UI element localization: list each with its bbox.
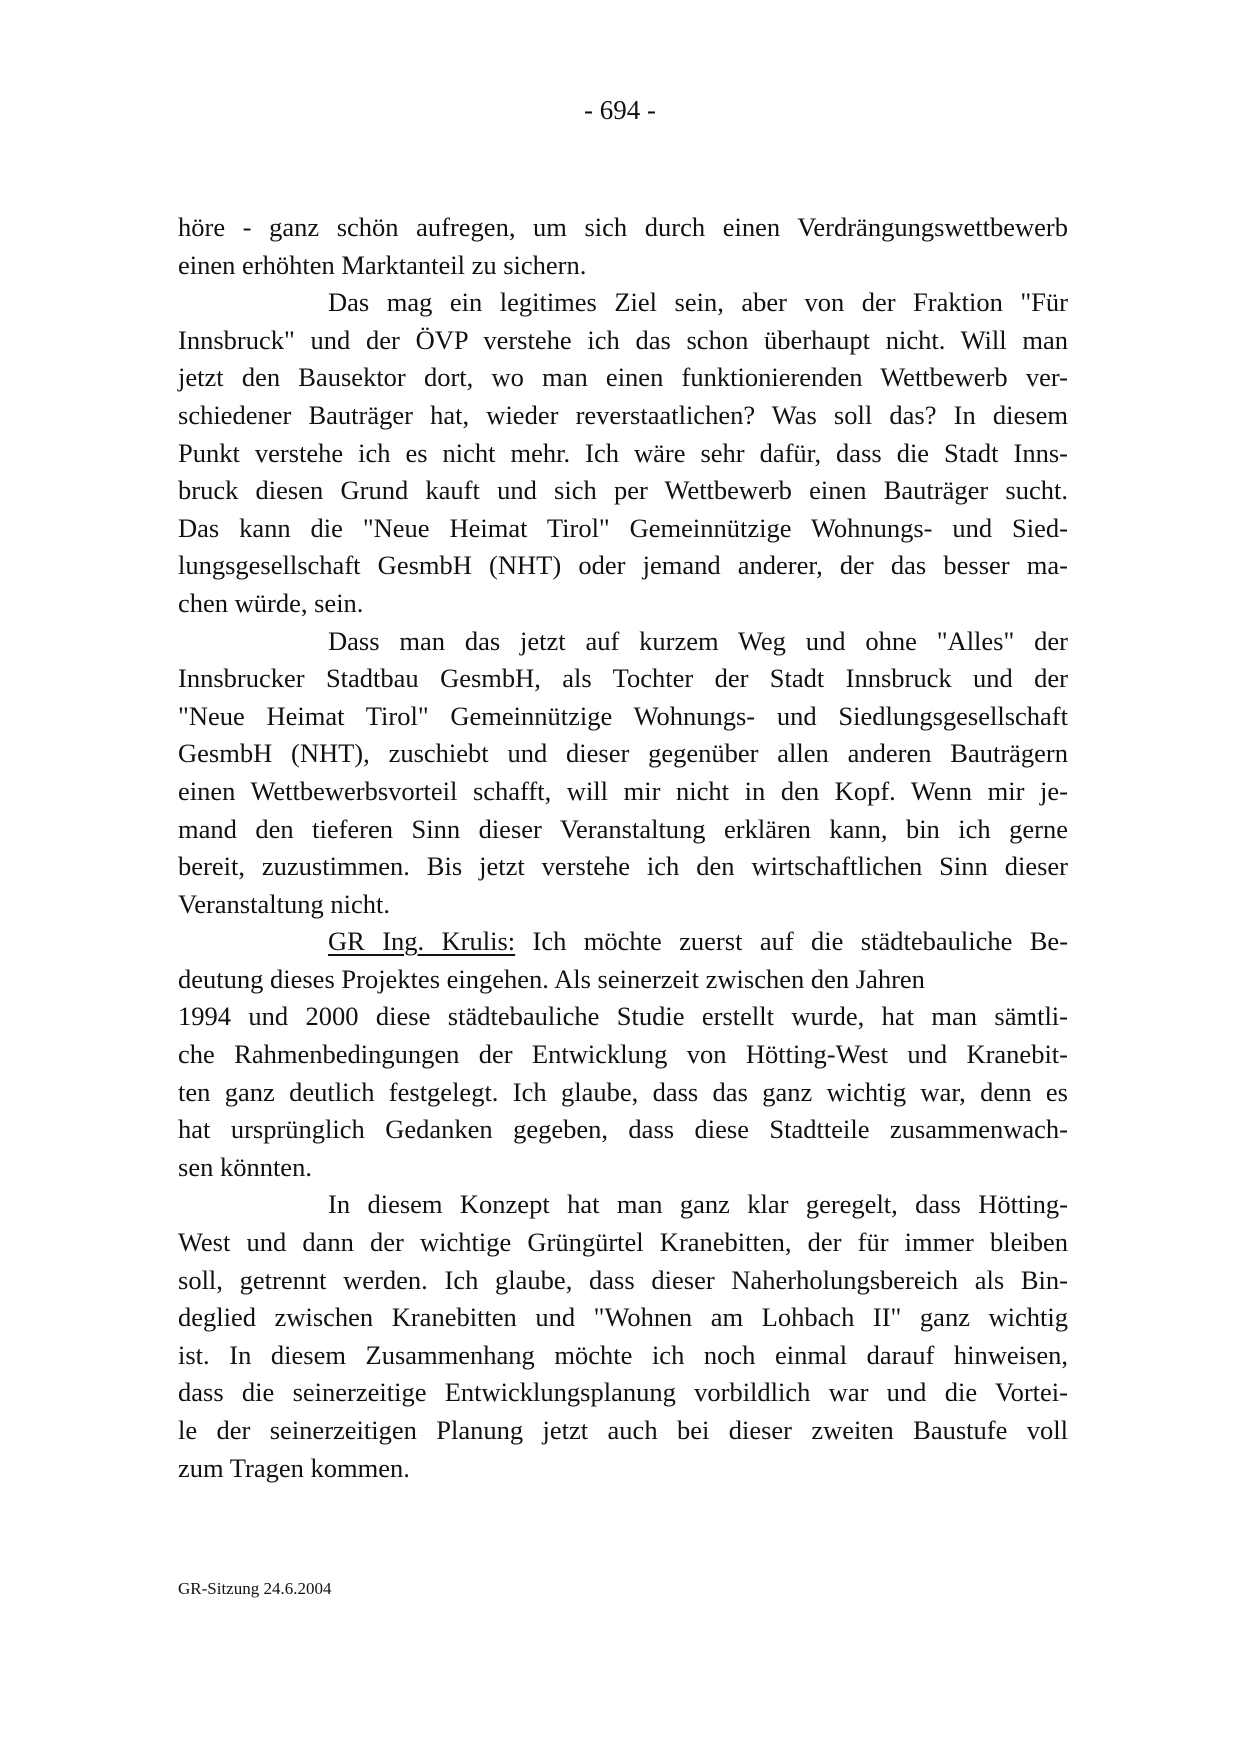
text-line: mand den tieferen Sinn dieser Veranstaltung erklären kann, bin ich gerne xyxy=(178,813,1068,844)
paragraph xyxy=(178,1186,1068,1487)
text-line: einen Wettbewerbsvorteil schafft, will mir nicht in den Kopf. Wenn mir je- xyxy=(178,775,1068,806)
text-line: jetzt den Bausektor dort, wo man einen funktionierenden Wettbewerb ver- xyxy=(178,362,1068,393)
text-line: deglied zwischen Kranebitten und "Wohnen am Lohbach II" ganz wichtig xyxy=(178,1302,1068,1333)
text-line: bruck diesen Grund kauft und sich per Wettbewerb einen Bauträger sucht. xyxy=(178,475,1068,506)
text-line: le der seinerzeitigen Planung jetzt auch bei dieser zweiten Baustufe voll xyxy=(178,1415,1068,1445)
text-line: West und dann der wichtige Grüngürtel Kranebitten, der für immer bleiben xyxy=(178,1227,1068,1258)
text-line: Innsbruck" und der ÖVP verstehe ich das schon überhaupt nicht. Will man xyxy=(178,324,1068,355)
text-line: höre - ganz schön aufregen, um sich durch einen Verdrängungswettbewerb xyxy=(178,212,1068,242)
text-line: ist. In diesem Zusammenhang möchte ich noch einmal darauf hinweisen, xyxy=(178,1339,1068,1370)
text-line: Das kann die "Neue Heimat Tirol" Gemeinnützige Wohnungs- und Sied- xyxy=(178,512,1068,543)
page-number: - 694 - xyxy=(584,95,656,125)
text-line: 1994 und 2000 diese städtebauliche Studie erstellt wurde, hat man sämtli- xyxy=(178,1001,1068,1032)
text-line: In diesem Konzept hat man ganz klar geregelt, dass Hötting- xyxy=(328,1189,1068,1220)
speaker-text: Ich möchte zuerst auf die städtebauliche Be- xyxy=(532,926,1069,957)
text-line: ten ganz deutlich festgelegt. Ich glaube, dass das ganz wichtig war, denn es xyxy=(178,1076,1068,1107)
paragraph xyxy=(178,623,1068,924)
text-line: GesmbH (NHT), zuschiebt und dieser gegenüber allen anderen Bauträgern xyxy=(178,738,1068,769)
footer-session-date: GR-Sitzung 24.6.2004 xyxy=(178,1579,332,1598)
text-line: bereit, zuzustimmen. Bis jetzt verstehe ich den wirtschaftlichen Sinn dieser xyxy=(178,851,1068,882)
text-line: dass die seinerzeitige Entwicklungsplanung vorbildlich war und die Vortei- xyxy=(178,1377,1068,1408)
text-line: deutung dieses Projektes eingehen. Als seinerzeit zwischen den Jahren xyxy=(178,963,925,994)
text-line: Punkt verstehe ich es nicht mehr. Ich wäre sehr dafür, dass die Stadt Inns- xyxy=(178,437,1068,468)
text-line: che Rahmenbedingungen der Entwicklung von Hötting-West und Kranebit- xyxy=(178,1039,1068,1070)
text-line: sen könnten. xyxy=(178,1151,312,1182)
text-line: lungsgesellschaft GesmbH (NHT) oder jemand anderer, der das besser ma- xyxy=(178,550,1068,581)
text-line: soll, getrennt werden. Ich glaube, dass dieser Naherholungsbereich als Bin- xyxy=(178,1264,1068,1295)
speaker-name: GR Ing. Krulis: xyxy=(328,926,516,957)
body-text xyxy=(178,209,1068,1487)
paragraph xyxy=(178,284,1068,622)
text-line: "Neue Heimat Tirol" Gemeinnützige Wohnungs- und Siedlungsgesellschaft xyxy=(178,700,1068,731)
paragraph xyxy=(178,209,1068,284)
text-line: Das mag ein legitimes Ziel sein, aber von der Fraktion "Für xyxy=(328,287,1068,318)
text-line: schiedener Bauträger hat, wieder reverstaatlichen? Was soll das? In diesem xyxy=(178,399,1068,430)
text-line: Dass man das jetzt auf kurzem Weg und ohne "Alles" der xyxy=(328,625,1068,656)
text-line: Innsbrucker Stadtbau GesmbH, als Tochter der Stadt Innsbruck und der xyxy=(178,663,1068,694)
paragraph xyxy=(178,923,1068,1186)
text-line: zum Tragen kommen. xyxy=(178,1452,410,1483)
text-line: chen würde, sein. xyxy=(178,587,364,618)
text-line xyxy=(178,923,1068,961)
text-line: Veranstaltung nicht. xyxy=(178,888,390,919)
text-line: einen erhöhten Marktanteil zu sichern. xyxy=(178,249,587,280)
text-line: hat ursprünglich Gedanken gegeben, dass diese Stadtteile zusammenwach- xyxy=(178,1114,1068,1145)
